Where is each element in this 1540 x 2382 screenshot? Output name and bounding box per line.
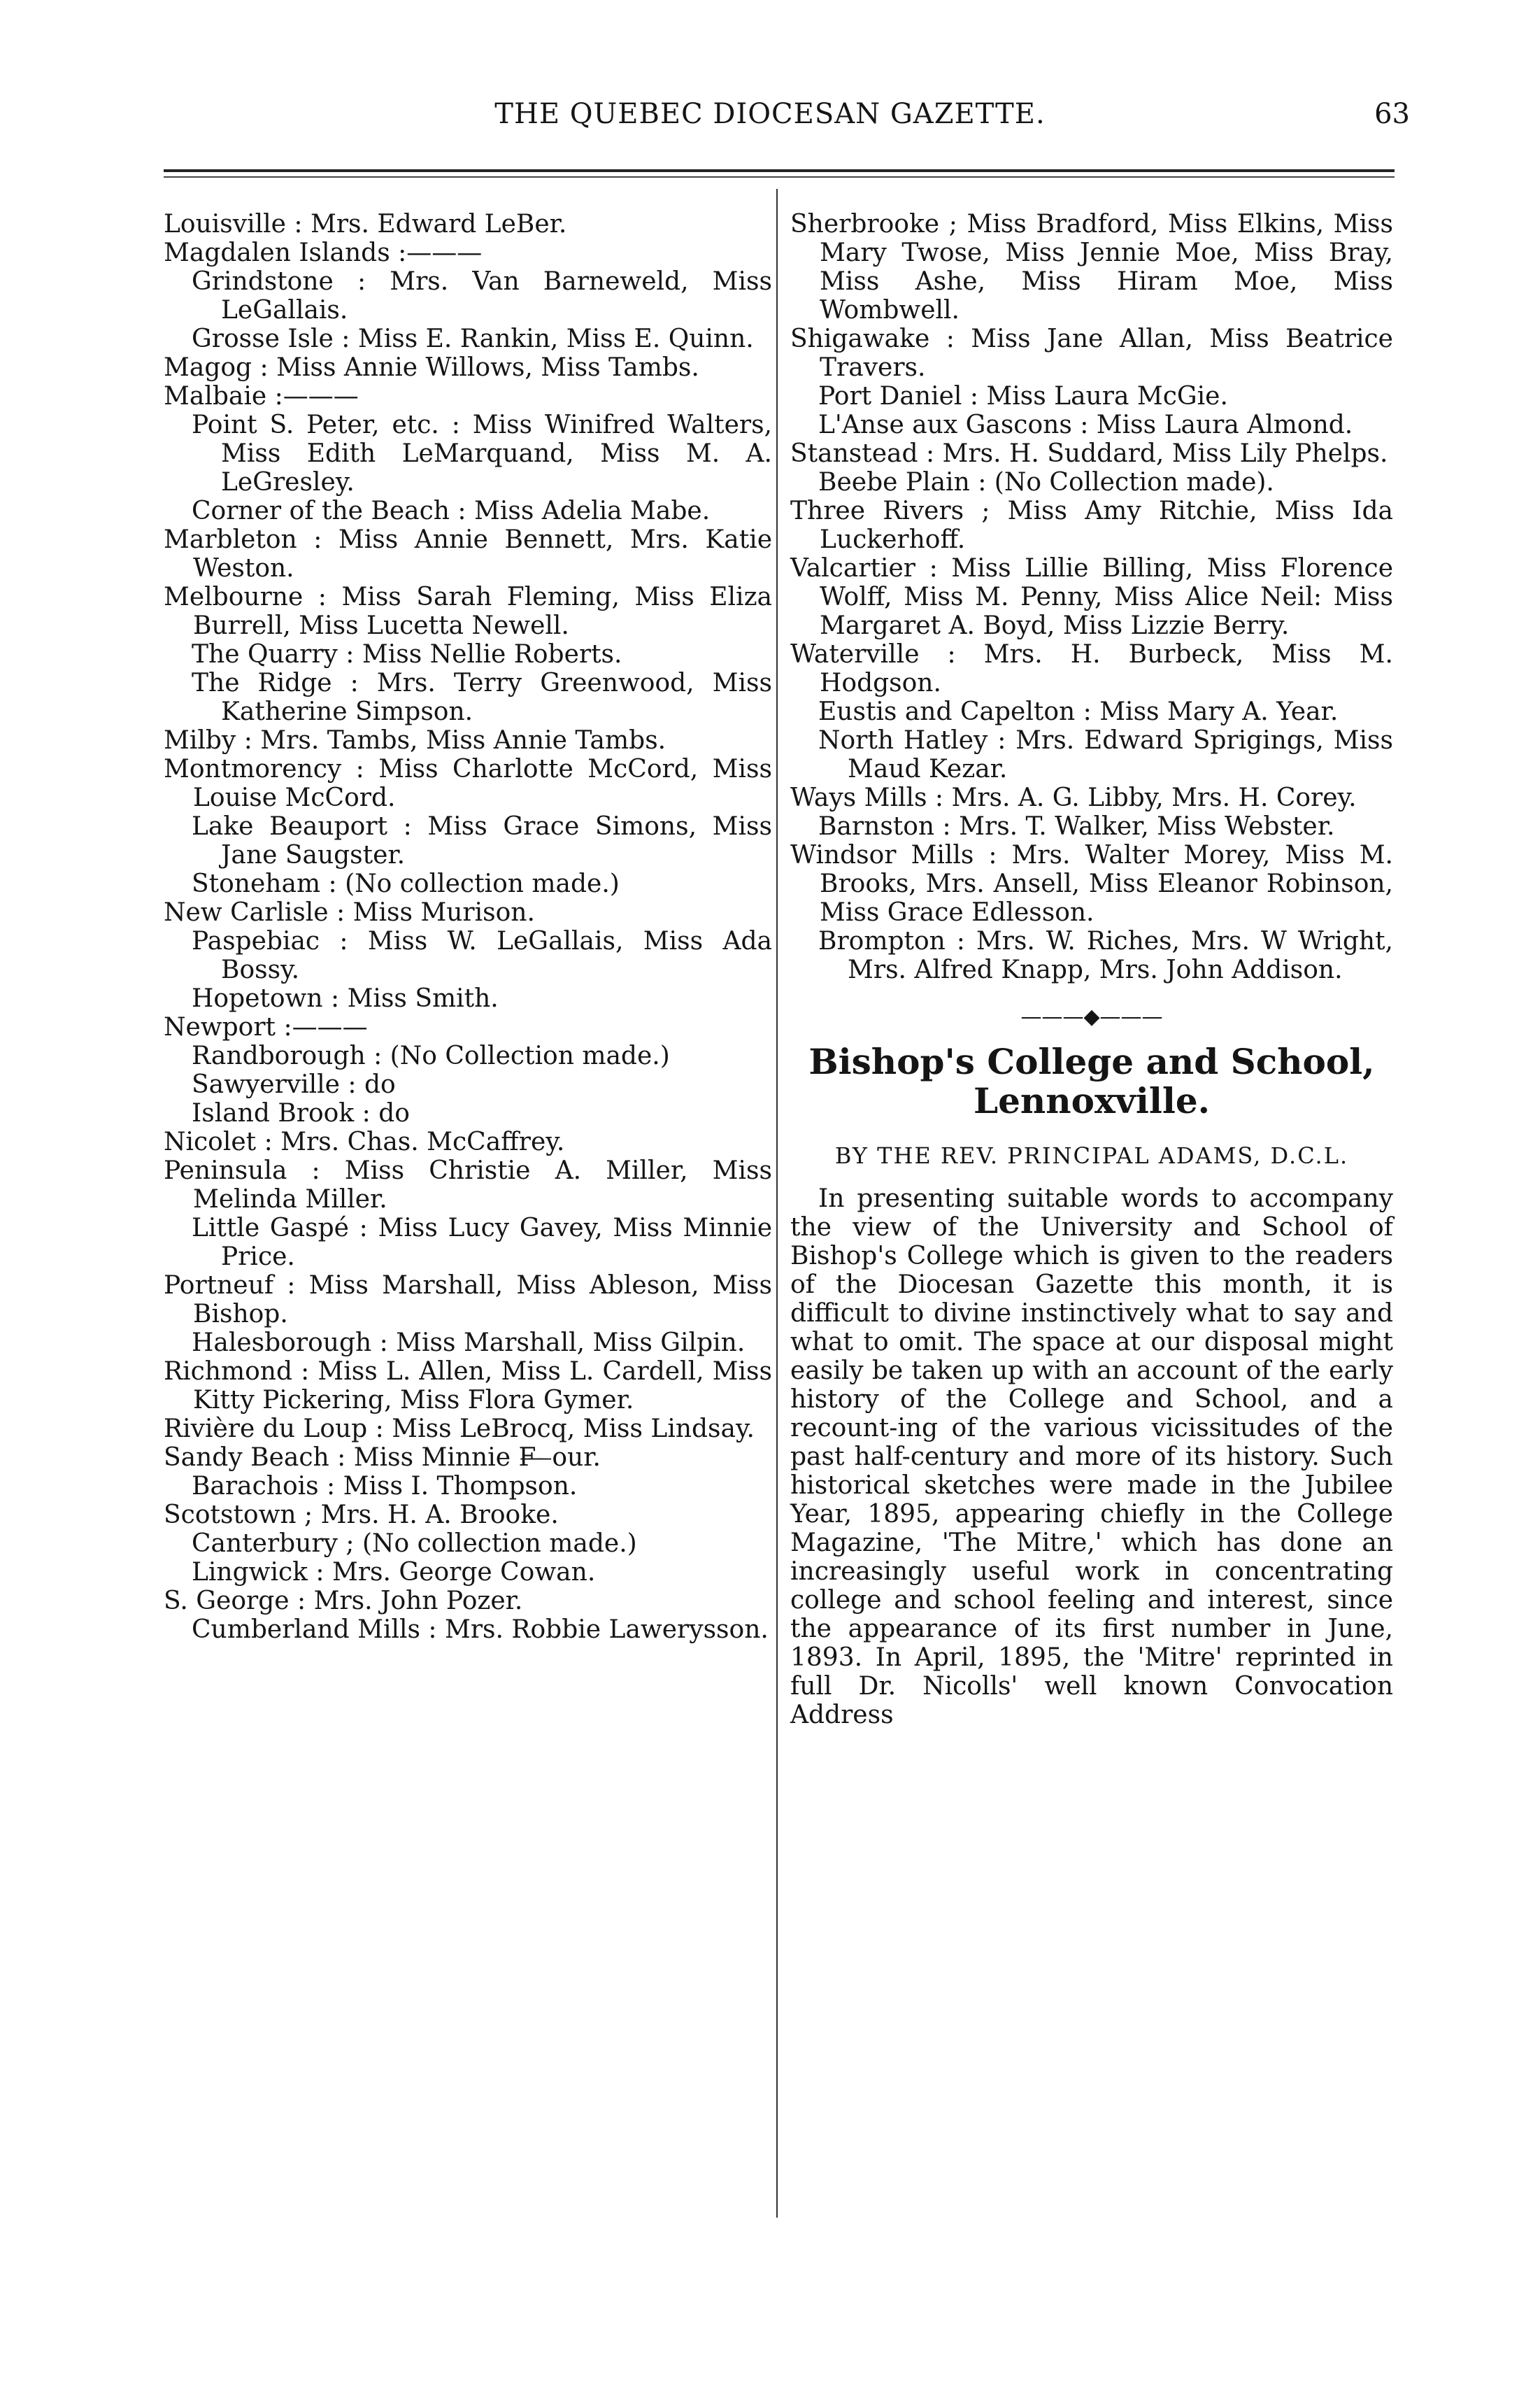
parish-entry: Randborough : (No Collection made.) [192, 1042, 670, 1070]
section-ornament: ———◆——— [1020, 1005, 1163, 1029]
parish-entry: L'Anse aux Gascons : Miss Laura Almond. [818, 411, 1353, 439]
parish-entry: Rivière du Loup : Miss LeBrocq, Miss Lindsay. [164, 1415, 755, 1443]
parish-entry: Melbourne : Miss Sarah Fleming, Miss Eliza Burrell, Miss Lucetta Newell. [164, 583, 772, 640]
header-rule [164, 169, 1395, 172]
parish-entry: Brompton : Mrs. W. Riches, Mrs. W Wright, Mrs. Alfred Knapp, Mrs. John Addison. [818, 927, 1393, 984]
parish-entry: Montmorency : Miss Charlotte McCord, Miss Louise McCord. [164, 755, 772, 812]
parish-entry: Malbaie :——— [164, 382, 359, 411]
parish-entry: Magdalen Islands :——— [164, 239, 483, 267]
left-column [164, 210, 772, 1644]
parish-entry: Shigawake : Miss Jane Allan, Miss Beatrice Travers. [790, 325, 1393, 382]
parish-entry: Ways Mills : Mrs. A. G. Libby, Mrs. H. Corey. [790, 784, 1357, 812]
parish-entry: Three Rivers ; Miss Amy Ritchie, Miss Ida Luckerhoff. [790, 497, 1393, 554]
parish-entry: Marbleton : Miss Annie Bennett, Mrs. Katie Weston. [164, 525, 772, 583]
parish-entry: Valcartier : Miss Lillie Billing, Miss Florence Wolff, Miss M. Penny, Miss Alice Neil: Miss Margaret A. Boyd, Miss Lizzie Berry. [790, 554, 1393, 640]
parish-entry: Beebe Plain : (No Collection made). [818, 468, 1274, 497]
page-number: 63 [1374, 98, 1410, 130]
parish-entry: Point S. Peter, etc. : Miss Winifred Walters, Miss Edith LeMarquand, Miss M. A. LeGresley. [192, 411, 772, 497]
running-title: THE QUEBEC DIOCESAN GAZETTE. [494, 98, 1046, 130]
column-divider [776, 189, 778, 2218]
parish-entry: Scotstown ; Mrs. H. A. Brooke. [164, 1501, 559, 1529]
parish-entry: Hopetown : Miss Smith. [192, 984, 499, 1013]
parish-entry: Canterbury ; (No collection made.) [192, 1529, 637, 1558]
parish-entry: Windsor Mills : Mrs. Walter Morey, Miss M. Brooks, Mrs. Ansell, Miss Eleanor Robinson, Miss Grace Edlesson. [790, 841, 1393, 927]
parish-entry: Sherbrooke ; Miss Bradford, Miss Elkins, Miss Mary Twose, Miss Jennie Moe, Miss Bray, Miss Ashe, Miss Hiram Moe, Miss Wombwell. [790, 210, 1393, 325]
parish-entry: The Ridge : Mrs. Terry Greenwood, Miss Katherine Simpson. [192, 669, 772, 726]
parish-entry: Magog : Miss Annie Willows, Miss Tambs. [164, 353, 699, 382]
parish-entry: Stanstead : Mrs. H. Suddard, Miss Lily Phelps. [790, 439, 1388, 468]
parish-entry: Grindstone : Mrs. Van Barneweld, Miss LeGallais. [192, 267, 772, 325]
parish-entry: New Carlisle : Miss Murison. [164, 898, 535, 927]
parish-entry: Stoneham : (No collection made.) [192, 870, 620, 898]
parish-entry: Little Gaspé : Miss Lucy Gavey, Miss Minnie Price. [192, 1214, 772, 1271]
parish-entry: The Quarry : Miss Nellie Roberts. [192, 640, 622, 669]
parish-entry: Waterville : Mrs. H. Burbeck, Miss M. Hodgson. [790, 640, 1393, 697]
parish-entry: Port Daniel : Miss Laura McGie. [818, 382, 1228, 411]
parish-entry: Cumberland Mills : Mrs. Robbie Lawerysson. [192, 1615, 769, 1644]
parish-entry: Louisville : Mrs. Edward LeBer. [164, 210, 567, 239]
parish-entry: Lake Beauport : Miss Grace Simons, Miss Jane Saugster. [192, 812, 772, 870]
parish-entry: Sawyerville : do [192, 1070, 396, 1099]
parish-entry: Eustis and Capelton : Miss Mary A. Year. [818, 697, 1339, 726]
article-title [790, 1042, 1393, 1121]
header-rule-thin [164, 176, 1395, 178]
parish-entry: Halesborough : Miss Marshall, Miss Gilpin. [192, 1328, 746, 1357]
parish-entry: Sandy Beach : Miss Minnie F̶ ̶ ̶our. [164, 1443, 601, 1472]
right-column [790, 210, 1393, 1729]
page-header [0, 98, 1540, 140]
parish-entry: Island Brook : do [192, 1099, 410, 1128]
parish-entry: Richmond : Miss L. Allen, Miss L. Cardell, Miss Kitty Pickering, Miss Flora Gymer. [164, 1357, 772, 1415]
parish-entry: Nicolet : Mrs. Chas. McCaffrey. [164, 1128, 565, 1156]
parish-entry: S. George : Mrs. John Pozer. [164, 1587, 523, 1615]
article-title-line-1: Bishop's College and School, [808, 1041, 1375, 1082]
parish-entry: Paspebiac : Miss W. LeGallais, Miss Ada Bossy. [192, 927, 772, 984]
parish-entry: Newport :——— [164, 1013, 368, 1042]
parish-entry: Lingwick : Mrs. George Cowan. [192, 1558, 596, 1587]
right-column-list [790, 210, 1393, 984]
article-body: In presenting suitable words to accompany the view of the University and School of Bishop's College which is given to the readers of the Diocesan Gazette this month, it is difficult to divine instinctively what to say and what to omit. The space at our disposal might easily be taken up with an account of the early history of the College and School, and a recount-ing of the various vicissitudes of the past half-century and more of its history. Such historical sketches were made in the Jubilee Year, 1895, appearing chiefly in the College Magazine, 'The Mitre,' which has done an increasingly useful work in concentrating college and school feeling and interest, since the appearance of its first number in June, 1893. In April, 1895, the 'Mitre' reprinted in full Dr. Nicolls' well known Convocation Address [790, 1184, 1393, 1729]
parish-entry: Barnston : Mrs. T. Walker, Miss Webster. [818, 812, 1335, 841]
parish-entry: North Hatley : Mrs. Edward Sprigings, Miss Maud Kezar. [818, 726, 1393, 784]
parish-entry: Corner of the Beach : Miss Adelia Mabe. [192, 497, 711, 525]
parish-entry: Portneuf : Miss Marshall, Miss Ableson, Miss Bishop. [164, 1271, 772, 1328]
article-byline: BY THE REV. PRINCIPAL ADAMS, D.C.L. [834, 1142, 1349, 1169]
parish-entry: Milby : Mrs. Tambs, Miss Annie Tambs. [164, 726, 666, 755]
parish-entry: Peninsula : Miss Christie A. Miller, Miss Melinda Miller. [164, 1156, 772, 1214]
parish-entry: Grosse Isle : Miss E. Rankin, Miss E. Quinn. [192, 325, 754, 353]
parish-entry: Barachois : Miss I. Thompson. [192, 1472, 578, 1501]
article-title-line-2: Lennoxville. [973, 1080, 1211, 1121]
